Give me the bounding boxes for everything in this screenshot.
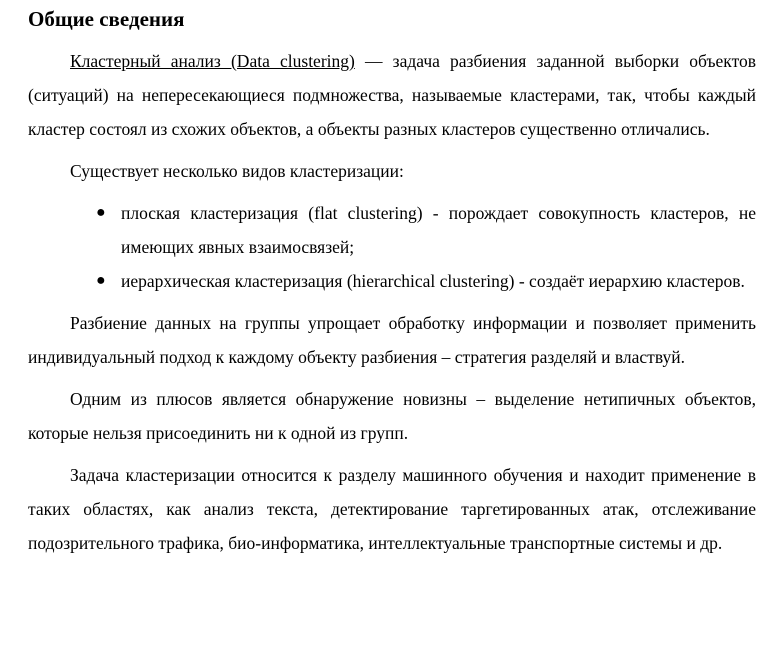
paragraph-novelty: Одним из плюсов является обнаружение новизны – выделение нетипичных объектов, которые нельзя присоединить ни к одной из групп. — [28, 389, 756, 443]
paragraph-applications: Задача кластеризации относится к разделу машинного обучения и находит применение в таких областях, как анализ текста, детектирование таргетированных атак, отслеживание подозрительного трафика, био-информатика, интеллектуальные транспортные системы и др. — [28, 465, 756, 553]
paragraph-definition — [28, 44, 756, 146]
section-title: Общие сведения — [28, 7, 185, 31]
term-link[interactable]: Кластерный анализ (Data clustering) — [70, 51, 355, 71]
list-item-text: иерархическая кластеризация (hierarchical clustering) - создаёт иерархию кластеров. — [121, 271, 745, 291]
list-item-text: плоская кластеризация (flat clustering) - порождает совокупность кластеров, не имеющих явных взаимосвязей; — [121, 203, 756, 257]
bullet-icon: ● — [96, 272, 106, 289]
definition-text: — задача разбиения заданной выборки объектов (ситуаций) на непересекающиеся подмножества, называемые кластерами, так, чтобы каждый кластер состоял из схожих объектов, а объекты разных кластеров существенно отличались. — [28, 51, 756, 139]
list-item — [28, 196, 756, 264]
bullet-icon: ● — [96, 204, 106, 221]
paragraph-benefits: Разбиение данных на группы упрощает обработку информации и позволяет применить индивидуальный подход к каждому объекту разбиения – стратегия разделяй и властвуй. — [28, 313, 756, 367]
list-item — [28, 264, 756, 298]
paragraph-types-intro: Существует несколько видов кластеризации: — [70, 161, 404, 181]
clustering-types-list — [28, 196, 756, 298]
